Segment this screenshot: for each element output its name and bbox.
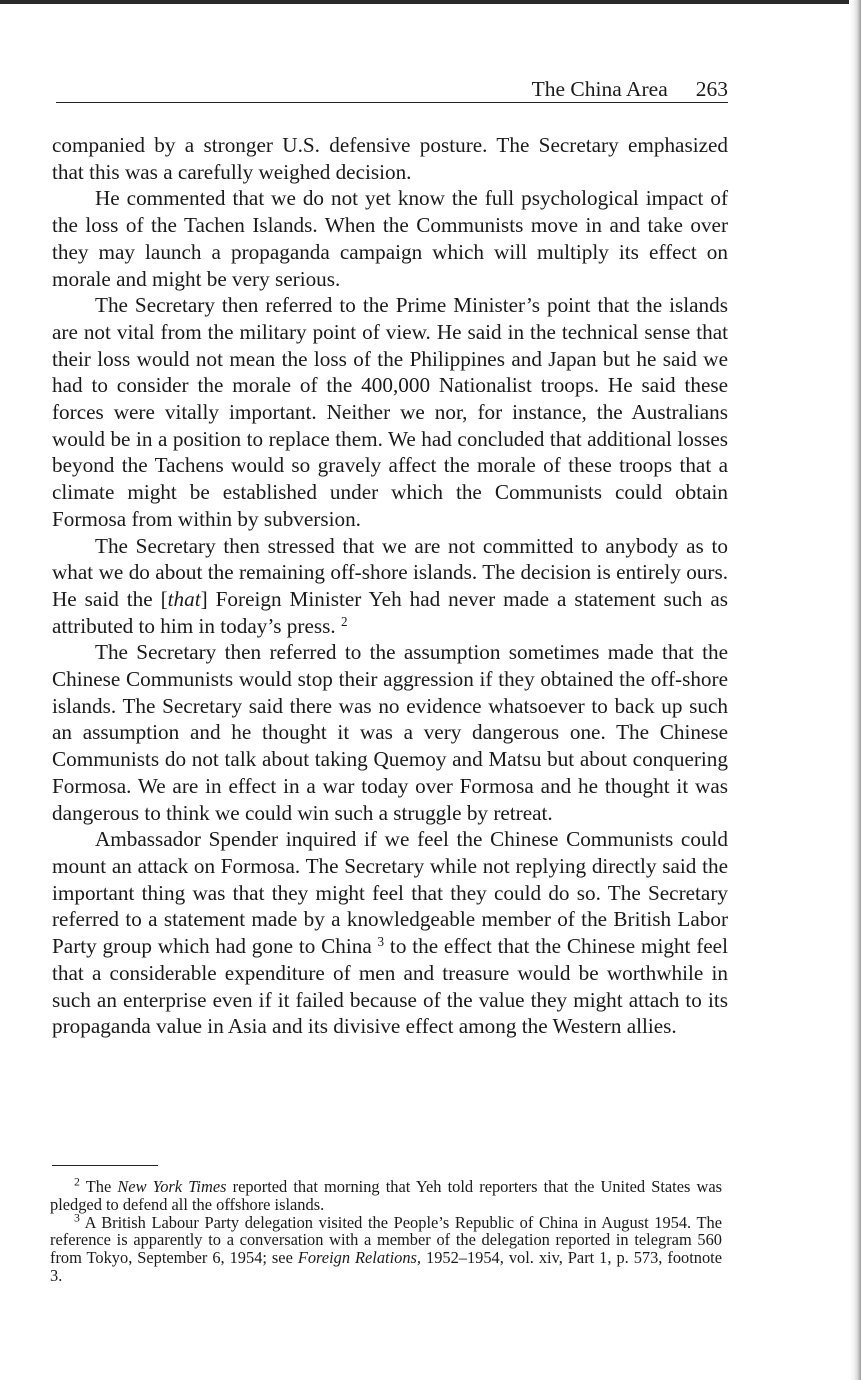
running-head-title: The China Area: [531, 77, 668, 101]
body-paragraph: [52, 132, 728, 185]
text-run: companied by a stronger U.S. defensive posture. The Secretary emphasized that this was a carefully weighed decision.: [52, 133, 728, 184]
running-head: [56, 76, 728, 103]
footnotes: [50, 1174, 722, 1285]
footnote-marker: 2: [74, 1174, 80, 1189]
italic-text: New York Times: [117, 1177, 227, 1196]
footnote-marker: 3: [377, 933, 385, 949]
text-run: Ambassador Spender inquired if we feel the Chinese Communists could mount an attack on Formosa. The Secretary while not replying directly said the important thing was that they might feel that they could do so. The Secretary referred to a statement made by a knowledgeable member of the British Labor Party group which had gone to China: [52, 827, 728, 959]
body-paragraph: [52, 185, 728, 292]
page-binding-edge: [849, 0, 861, 1380]
footnote: [50, 1210, 722, 1285]
italic-text: Foreign Relations,: [297, 1248, 422, 1268]
body-paragraph: [52, 533, 728, 640]
footnote-marker: 2: [340, 613, 348, 629]
page-number: 263: [695, 77, 728, 101]
body-paragraph: [52, 292, 728, 532]
text-run: reported that morning that Yeh told reporters that the United States was pledged to defend all the offshore islands.: [50, 1177, 722, 1214]
text-run: The Secretary then referred to the Prime Minister’s point that the islands are not vital from the military point of view. He said in the technical sense that their loss would not mean the loss of the Philippines and Japan but he said we had to consider the morale of the 400,000 Nationalist troops. He said these forces were vitally important. Neither we nor, for instance, the Australians would be in a position to replace them. We had concluded that additional losses beyond the Tachens would so gravely affect the morale of these troops that a climate might be established under which the Communists could obtain Formosa from within by subversion.: [52, 293, 728, 531]
text-run: The Secretary then stressed that we are not committed to anybody as to what we do about the remaining off-shore islands. The decision is entirely ours. He said the [: [52, 533, 728, 611]
text-run: He commented that we do not yet know the full psychological impact of the loss of the Tachen Islands. When the Communists move in and take over they may launch a propaganda campaign which will multiply its effect on morale and might be very serious.: [52, 186, 728, 291]
text-run: The Secretary then referred to the assumption sometimes made that the Chinese Communists would stop their aggression if they obtained the off-shore islands. The Secretary said there was no evidence whatsoever to back up such an assumption and he thought it was a very dangerous one. The Chinese Communists do not talk about taking Quemoy and Matsu but about conquering Formosa. We are in effect in a war today over Formosa and he thought it was dangerous to think we could win such a struggle by retreat.: [52, 640, 728, 825]
text-run: to the effect that the Chinese might feel that a considerable expenditure of men and treasure would be worthwhile in such an enterprise even if it failed because of the value they might attach to its propaganda value in Asia and its divisive effect among the Western allies.: [52, 934, 728, 1039]
text-run: The: [79, 1177, 118, 1196]
footnote-marker: 3: [74, 1210, 80, 1225]
page-top-edge: [0, 0, 861, 4]
footnote: [50, 1174, 722, 1214]
body-paragraph: [52, 639, 728, 826]
italic-text: that: [167, 586, 201, 611]
footnote-rule: [52, 1165, 158, 1166]
text-run: A British Labour Party delegation visited the People’s Republic of China in August 1954. The reference is apparently to a conversation with a member of the delegation reported in telegram 560 from Tokyo, September 6, 1954; see: [50, 1212, 722, 1268]
body-paragraph: [52, 826, 728, 1040]
text-run: 1952–1954, vol. xiv, Part 1, p. 573, footnote 3.: [50, 1248, 722, 1285]
body-text: [52, 132, 728, 1040]
text-run: ] Foreign Minister Yeh had never made a statement such as attributed to him in today’s press.: [52, 586, 728, 638]
